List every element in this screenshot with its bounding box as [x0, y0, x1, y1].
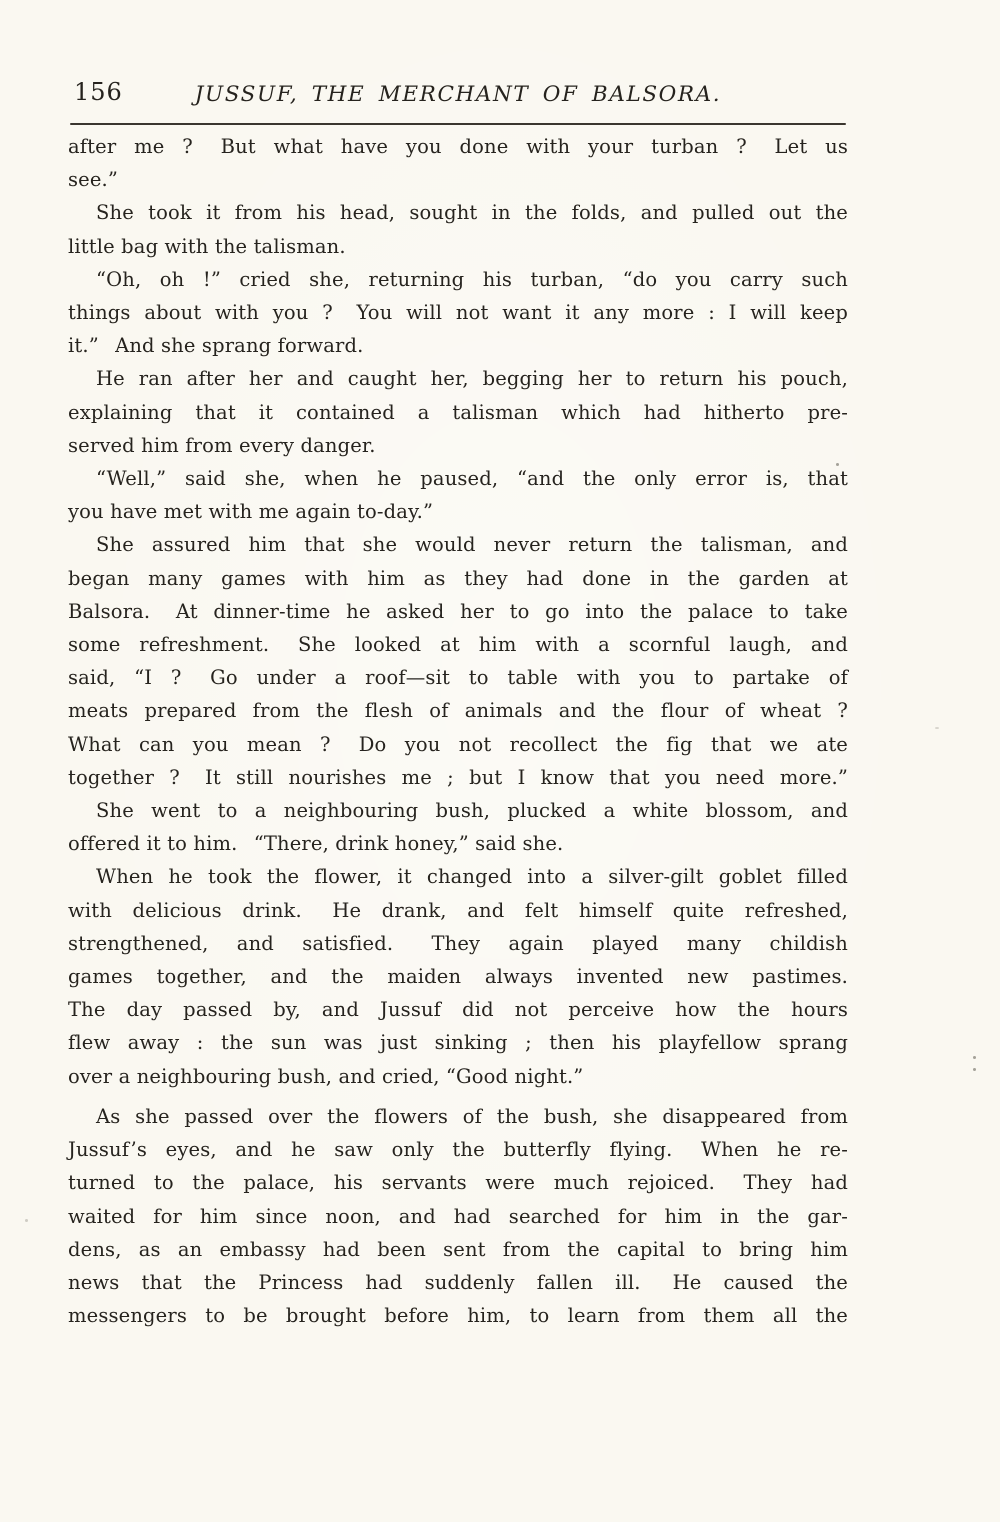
- text-line: with delicious drink. He drank, and felt himself quite refreshed,: [68, 898, 848, 922]
- text-line: offered it to him. “There, drink honey,” said she.: [68, 832, 564, 856]
- text-line: see.”: [68, 168, 119, 192]
- running-title: JUSSUF, THE MERCHANT OF BALSORA.: [194, 82, 722, 107]
- scan-speck: [973, 1056, 976, 1059]
- paragraph: [68, 263, 848, 363]
- paragraph: [68, 462, 848, 528]
- text-line: As she passed over the flowers of the bush, she disappeared from: [96, 1104, 848, 1128]
- paragraph: [68, 860, 848, 1092]
- paragraph: [68, 196, 848, 262]
- text-line: explaining that it contained a talisman which had hitherto pre-: [68, 400, 848, 424]
- text-line: waited for him since noon, and had searched for him in the gar-: [68, 1204, 848, 1228]
- text-line: The day passed by, and Jussuf did not perceive how the hours: [68, 998, 848, 1022]
- text-line: games together, and the maiden always invented new pastimes.: [68, 965, 848, 989]
- text-line: together ? It still nourishes me ; but I know that you need more.”: [68, 765, 848, 789]
- text-line: “Well,” said she, when he paused, “and the only error is, that: [96, 467, 848, 491]
- paragraph: [68, 1100, 848, 1332]
- text-line: turned to the palace, his servants were much rejoiced. They had: [68, 1171, 848, 1195]
- text-line: little bag with the talisman.: [68, 234, 346, 258]
- scan-speck: [973, 1068, 976, 1071]
- paragraph: [68, 130, 848, 196]
- text-line: meats prepared from the flesh of animals and the flour of wheat ?: [68, 699, 848, 723]
- text-line: He ran after her and caught her, begging her to return his pouch,: [96, 367, 848, 391]
- text-line: some refreshment. She looked at him with a scornful laugh, and: [68, 633, 848, 657]
- text-line: She took it from his head, sought in the folds, and pulled out the: [96, 201, 848, 225]
- scan-speck: [935, 727, 939, 729]
- page-body: [68, 110, 848, 1332]
- scan-speck: [836, 463, 839, 466]
- text-line: dens, as an embassy had been sent from the capital to bring him: [68, 1237, 848, 1261]
- text-line: it.” And she sprang forward.: [68, 334, 364, 358]
- text-line: “Oh, oh !” cried she, returning his turban, “do you carry such: [96, 267, 848, 291]
- text-line: news that the Princess had suddenly fallen ill. He caused the: [68, 1270, 848, 1294]
- text-line: She assured him that she would never return the talisman, and: [96, 533, 848, 557]
- text-line: over a neighbouring bush, and cried, “Good night.”: [68, 1064, 584, 1088]
- text-line: Jussuf’s eyes, and he saw only the butterfly flying. When he re-: [68, 1138, 848, 1162]
- text-line: flew away : the sun was just sinking ; then his playfellow sprang: [68, 1031, 848, 1055]
- text-line: What can you mean ? Do you not recollect the fig that we ate: [68, 732, 848, 756]
- paragraph: [68, 794, 848, 860]
- text-line: things about with you ? You will not want it any more : I will keep: [68, 301, 848, 325]
- text-line: you have met with me again to-day.”: [68, 500, 434, 524]
- page-header: [68, 0, 848, 110]
- paragraph: [68, 528, 848, 794]
- text-line: When he took the flower, it changed into a silver-gilt goblet filled: [96, 865, 848, 889]
- text-line: served him from every danger.: [68, 433, 376, 457]
- text-line: began many games with him as they had done in the garden at: [68, 566, 848, 590]
- text-line: strengthened, and satisfied. They again played many childish: [68, 931, 848, 955]
- text-line: messengers to be brought before him, to learn from them all the: [68, 1304, 848, 1328]
- text-line: said, “I ? Go under a roof—sit to table with you to partake of: [68, 666, 848, 690]
- scan-speck: [25, 1219, 28, 1222]
- paragraph: [68, 362, 848, 462]
- text-line: Balsora. At dinner-time he asked her to go into the palace to take: [68, 599, 848, 623]
- text-line: She went to a neighbouring bush, plucked a white blossom, and: [96, 799, 848, 823]
- page-number: 156: [74, 78, 123, 106]
- text-line: after me ? But what have you done with your turban ? Let us: [68, 135, 848, 158]
